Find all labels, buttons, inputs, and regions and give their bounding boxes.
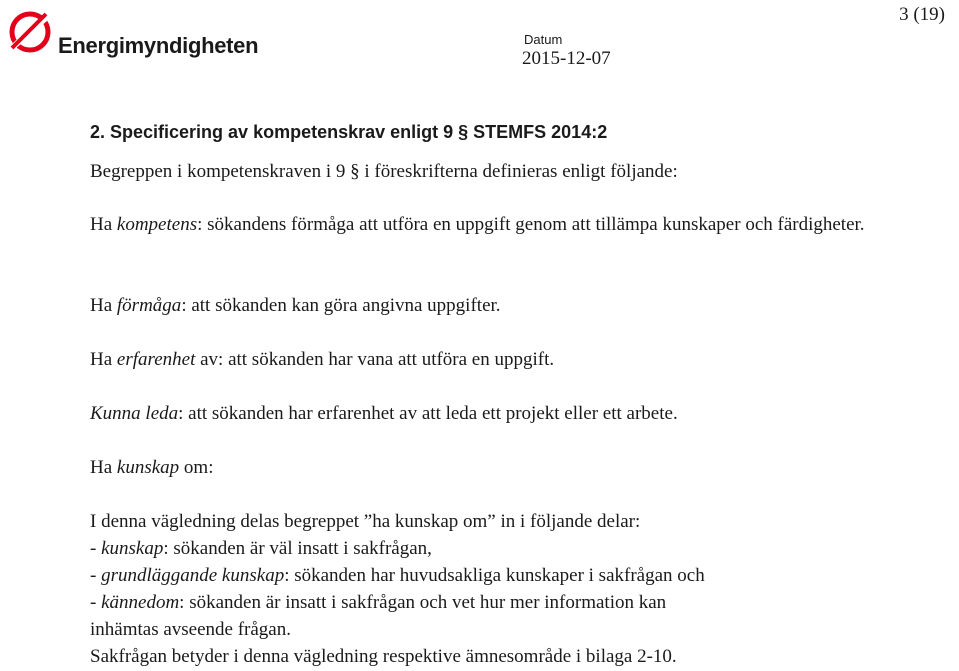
date-value: 2015-12-07 [522,48,611,69]
logo-text: Energimyndigheten [58,33,259,58]
definition-kunna-leda [90,400,678,427]
section-heading: 2. Specificering av kompetenskrav enligt 9 § STEMFS 2014:2 [90,122,608,142]
definition-term: Kunna leda [90,403,179,424]
section-intro: Begreppen i kompetenskraven i 9 § i föreskrifterna definieras enligt följande: [90,161,678,182]
definition-text: av: att sökanden har vana att utföra en uppgift. [195,349,555,370]
definition-term: erfarenhet [116,349,196,370]
definition-text: : att sökanden kan göra angivna uppgifter. [181,295,501,316]
kunskap-item [90,562,705,589]
definition-prefix: Ha [90,349,117,370]
kunskap-closing: Sakfrågan betyder i denna vägledning respektive ämnesområde i bilaga 2-10. [90,646,677,667]
definition-prefix: Ha [90,295,117,316]
definition-term: kunskap [116,457,180,478]
definition-text: : att sökanden har erfarenhet av att leda ett projekt eller ett arbete. [178,403,678,424]
definition-term: kompetens [116,214,198,235]
kunskap-item [90,589,666,616]
definition-text: om: [179,457,214,478]
kunskap-intro: I denna vägledning delas begreppet ”ha kunskap om” in i följande delar: [90,511,641,532]
kunskap-item-text: : sökanden har huvudsakliga kunskaper i sakfrågan och [284,565,705,586]
list-dash: - [90,565,102,586]
definition-prefix: Ha [90,214,117,235]
list-dash: - [90,538,102,559]
definition-formaga [90,292,501,319]
kunskap-item-term: grundläggande kunskap [101,565,285,586]
definition-kompetens [90,211,890,238]
kunskap-item-text: : sökanden är insatt i sakfrågan och vet hur mer information kan [179,592,667,613]
definition-term: förmåga [116,295,182,316]
kunskap-item [90,535,432,562]
page-number: 3 (19) [899,4,945,25]
date-label: Datum [524,32,563,47]
definition-prefix: Ha [90,457,117,478]
kunskap-item-text: : sökanden är väl insatt i sakfrågan, [163,538,432,559]
definition-kunskap [90,454,213,481]
definition-erfarenhet [90,346,554,373]
kunskap-item-term: kunskap [101,538,164,559]
kunskap-continuation: inhämtas avseende frågan. [90,619,291,640]
definition-text: : sökandens förmåga att utföra en uppgift genom att tillämpa kunskaper och färdigheter. [197,214,865,235]
list-dash: - [90,592,102,613]
kunskap-item-term: kännedom [101,592,180,613]
energimyndigheten-logo-icon [6,6,62,58]
